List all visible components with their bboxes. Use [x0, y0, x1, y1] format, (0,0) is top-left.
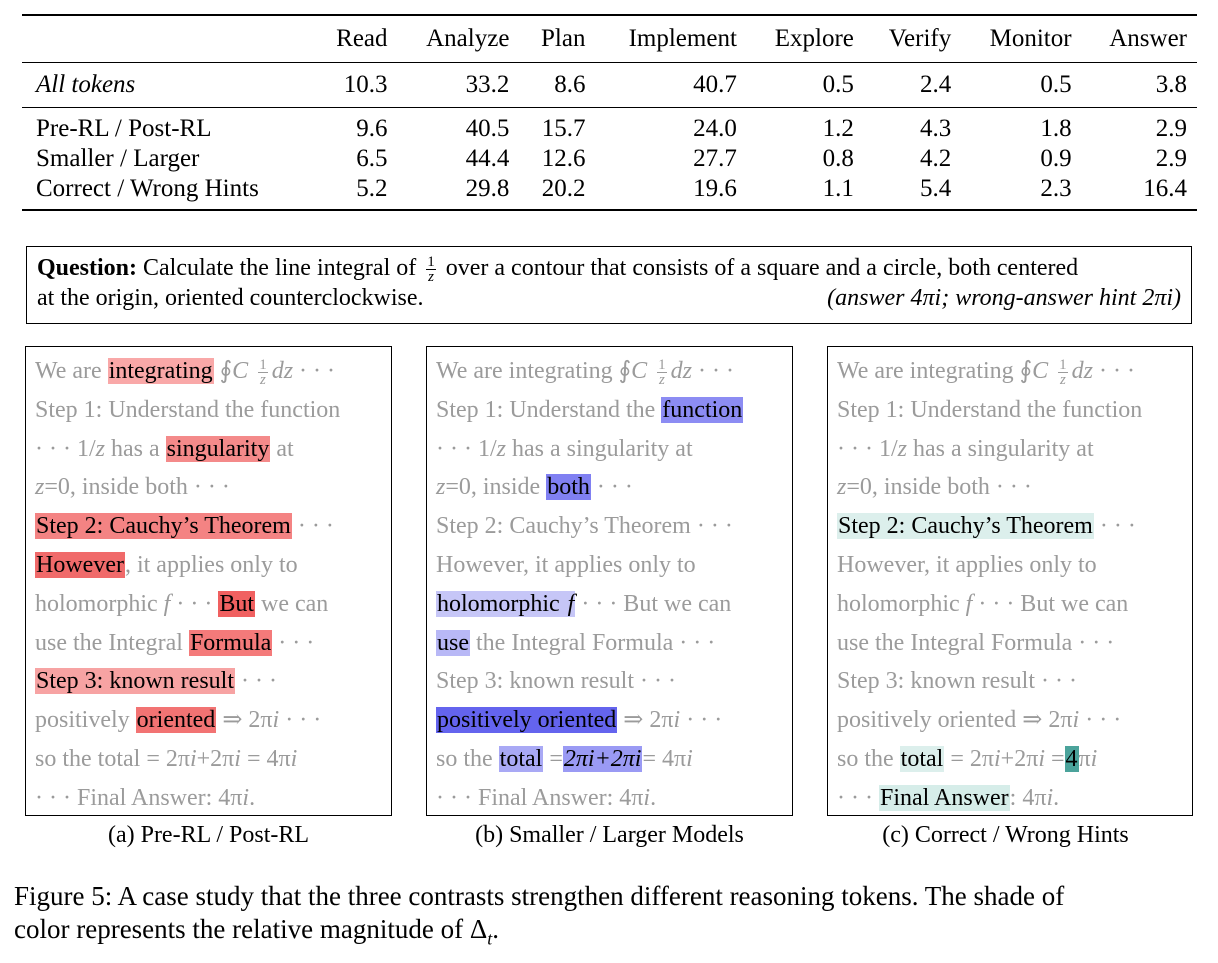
highlighted-token: both [547, 474, 590, 501]
reasoning-line [837, 701, 1192, 740]
reasoning-text: has a singularity at [907, 435, 1094, 462]
reasoning-text: · · · [235, 668, 277, 695]
reasoning-text: Step 2: Cauchy’s Theorem · · · [436, 513, 733, 540]
one-over-z-fraction [1058, 358, 1068, 387]
reasoning-text: z [95, 435, 105, 462]
reasoning-text: use the Integral [35, 629, 189, 656]
reasoning-text: · · · [293, 358, 336, 384]
col-header: Verify [888, 25, 952, 52]
table-row [22, 174, 1197, 210]
highlighted-token: However [36, 551, 124, 578]
figure-caption-line-2 [14, 913, 1214, 955]
reasoning-text: +2π [196, 745, 235, 772]
table-corner [22, 15, 313, 63]
table-cell: 2.4 [920, 71, 952, 98]
one-over-z-fraction [657, 358, 667, 387]
reasoning-text: i [643, 784, 651, 811]
table-row [22, 108, 1197, 145]
highlighted-token: oriented [136, 707, 216, 734]
reasoning-line [436, 624, 792, 663]
reasoning-text: z [436, 474, 446, 501]
reasoning-line [436, 740, 792, 779]
table-cell: 33.2 [465, 71, 510, 98]
reasoning-text: · · · [170, 590, 219, 617]
fraction-numerator: 1 [658, 356, 666, 373]
row-label: Pre-RL / Post-RL [36, 115, 212, 142]
reasoning-text: so the [436, 745, 499, 772]
highlighted-token: 2πi+2πi [563, 745, 642, 772]
reasoning-line [837, 624, 1192, 663]
reasoning-text: · · · Final Answer: 4π [436, 784, 644, 811]
fraction-denominator: z [428, 268, 434, 285]
col-header: Implement [628, 25, 737, 52]
row-label: All tokens [36, 71, 136, 98]
fraction-denominator: z [1060, 371, 1066, 388]
reasoning-line [436, 662, 792, 701]
reasoning-text: dz [670, 358, 693, 384]
panel-caption-a: (a) Pre-RL / Post-RL [107, 822, 310, 848]
highlighted-token: Step 2: Cauchy’s Theorem [838, 513, 1093, 540]
reasoning-text: C [631, 358, 648, 384]
reasoning-text: ⇒ 2π [617, 707, 674, 734]
reasoning-text: we can [255, 590, 329, 617]
fraction-denominator: z [659, 371, 665, 388]
question-line-2 [37, 284, 1181, 312]
reasoning-text: z [897, 435, 907, 462]
reasoning-text: i [234, 745, 241, 772]
highlighted-token: total [900, 745, 944, 772]
fraction-numerator: 1 [259, 356, 267, 373]
highlighted-token: Formula [189, 629, 272, 656]
reasoning-line [436, 352, 792, 391]
reasoning-text: at [270, 435, 294, 462]
reasoning-text: · · · [1093, 513, 1136, 540]
table-cell: 2.9 [1155, 115, 1187, 142]
reasoning-text: i [189, 745, 197, 772]
reasoning-text: π [1078, 745, 1091, 772]
reasoning-line [436, 391, 792, 430]
table-cell: 40.7 [693, 71, 737, 98]
question-text-before: Calculate the line integral of [143, 255, 417, 281]
reasoning-text: · · · [590, 474, 633, 501]
reasoning-text: z [496, 435, 506, 462]
reasoning-text: ⇒ 2π [216, 707, 273, 734]
figure-caption-period: . [492, 914, 499, 944]
col-header: Analyze [426, 25, 510, 52]
table-cell: 24.0 [693, 115, 737, 142]
question-fraction [426, 255, 436, 284]
table-cell: 20.2 [541, 175, 586, 202]
reasoning-text: . [1053, 784, 1060, 811]
reasoning-text: i [290, 745, 298, 772]
reasoning-text: · · · But we can [972, 590, 1129, 617]
reasoning-text: · · · [837, 784, 879, 811]
reasoning-text: . [650, 784, 657, 811]
reasoning-line [35, 624, 391, 663]
panel-caption-c: (c) Correct / Wrong Hints [882, 822, 1129, 848]
reasoning-text: . [249, 784, 256, 811]
reasoning-line [35, 391, 391, 430]
table-cell: 1.2 [822, 115, 854, 142]
col-header: Explore [774, 25, 854, 52]
table-cell: 27.7 [693, 145, 737, 172]
highlighted-token: But [219, 590, 254, 617]
reasoning-line [436, 701, 792, 740]
reasoning-text: · · · Final Answer: 4π [35, 784, 243, 811]
reasoning-text: holomorphic [837, 590, 966, 617]
reasoning-line [837, 430, 1192, 469]
reasoning-text: i [1090, 745, 1098, 772]
reasoning-text: However, it applies only to [837, 551, 1097, 578]
case-panel-smaller-larger [426, 346, 793, 816]
question-answer-note: (answer 4πi; wrong-answer hint 2πi) [827, 284, 1181, 311]
reasoning-line [35, 740, 391, 779]
reasoning-text: i [673, 707, 681, 734]
reasoning-text: use the Integral Formula · · · [837, 629, 1115, 656]
reasoning-text: i [993, 745, 1001, 772]
table-cell: 12.6 [541, 145, 586, 172]
col-header: Plan [541, 25, 586, 52]
case-panel-pre-rl-post-rl [25, 346, 392, 816]
highlighted-token: function [662, 396, 743, 423]
highlighted-token: f [567, 590, 575, 617]
col-header: Read [336, 25, 388, 52]
reasoning-text: Step 3: known result · · · [436, 668, 676, 695]
table-cell: 9.6 [356, 115, 388, 142]
highlighted-token: total [499, 745, 543, 772]
reasoning-text: C [232, 358, 249, 384]
reasoning-text: : 4π [1009, 784, 1047, 811]
reasoning-text: has a [105, 435, 166, 462]
stats-table [22, 14, 1197, 211]
reasoning-text: positively oriented ⇒ 2π [837, 707, 1073, 734]
highlighted-token: 4 [1065, 745, 1078, 772]
table-cell: 29.8 [465, 175, 510, 202]
fraction-numerator: 1 [1059, 356, 1067, 373]
table-cell: 2.9 [1155, 145, 1187, 172]
col-header: Answer [1109, 25, 1187, 52]
highlighted-token: singularity [166, 435, 270, 462]
question-label: Question: [37, 255, 138, 281]
reasoning-text: the Integral Formula · · · [470, 629, 716, 656]
reasoning-line [35, 468, 391, 507]
question-box [26, 246, 1192, 324]
highlighted-token: integrating [108, 358, 213, 384]
figure-caption-line-1: Figure 5: A case study that the three contrasts strengthen different reasoning tokens. The shade of [14, 881, 1065, 911]
panel-caption-b: (b) Smaller / Larger Models [475, 822, 744, 848]
reasoning-text: so the total = 2π [35, 745, 190, 772]
reasoning-line [436, 468, 792, 507]
reasoning-text: +2π [1000, 745, 1039, 772]
table-cell: 5.4 [920, 175, 952, 202]
reasoning-text: = 4π [240, 745, 291, 772]
highlighted-token: holomorphic [437, 590, 566, 617]
table-cell: 8.6 [554, 71, 586, 98]
reasoning-text: dz [271, 358, 294, 384]
highlighted-token: Final Answer [879, 784, 1009, 811]
reasoning-text: =0, inside both · · · [44, 474, 230, 501]
table-row-all-tokens [22, 63, 1197, 108]
delta-subscript: t [487, 928, 493, 949]
reasoning-line [837, 740, 1192, 779]
row-label: Correct / Wrong Hints [36, 175, 259, 202]
reasoning-text: We are [35, 358, 108, 384]
reasoning-text: =0, inside both · · · [846, 474, 1032, 501]
reasoning-line [35, 701, 391, 740]
reasoning-line [837, 662, 1192, 701]
reasoning-text: Step 1: Understand the function [35, 396, 341, 423]
table-row [22, 144, 1197, 174]
reasoning-text: Step 1: Understand the [436, 396, 662, 423]
reasoning-line [436, 546, 792, 585]
table-cell: 2.3 [1040, 175, 1072, 202]
reasoning-text: · · · [692, 358, 734, 384]
reasoning-text: i [686, 745, 693, 772]
reasoning-text: · · · [680, 707, 723, 734]
table-cell: 4.2 [920, 145, 952, 172]
reasoning-line [35, 352, 391, 391]
reasoning-text: · · · [272, 629, 315, 656]
table-cell: 3.8 [1155, 71, 1187, 98]
reasoning-line [436, 585, 792, 624]
reasoning-line [35, 779, 391, 818]
highlighted-token: Step 2: Cauchy’s Theorem [36, 513, 291, 540]
reasoning-text: ∮ [213, 358, 233, 384]
reasoning-text: · · · [1079, 707, 1122, 734]
reasoning-text: f [163, 590, 171, 617]
reasoning-text: =0, inside [445, 474, 547, 501]
case-panel-correct-wrong-hints [827, 346, 1193, 816]
reasoning-text: i [1072, 707, 1080, 734]
highlighted-token: use [437, 629, 469, 656]
reasoning-text: has a singularity at [506, 435, 693, 462]
question-text-line2: at the origin, oriented counterclockwise. [37, 284, 424, 311]
table-cell: 6.5 [356, 145, 388, 172]
reasoning-line [837, 352, 1192, 391]
reasoning-text: · · · [291, 513, 334, 540]
table-cell: 1.8 [1040, 115, 1072, 142]
reasoning-line [35, 546, 391, 585]
reasoning-line [35, 507, 391, 546]
table-cell: 15.7 [541, 115, 586, 142]
reasoning-line [837, 779, 1192, 818]
fraction-denominator: z [260, 371, 266, 388]
reasoning-text: dz [1071, 358, 1094, 384]
reasoning-text: · · · 1/ [35, 435, 96, 462]
one-over-z-fraction [258, 358, 268, 387]
highlighted-token: Step 3: known result [36, 668, 234, 695]
col-header: Monitor [989, 25, 1072, 52]
table-cell: 0.8 [822, 145, 854, 172]
reasoning-line [837, 507, 1192, 546]
reasoning-text: · · · [279, 707, 322, 734]
token-table [22, 14, 1197, 211]
reasoning-text: We are integrating ∮ [436, 358, 632, 384]
table-cell: 0.5 [822, 71, 854, 98]
reasoning-line [436, 430, 792, 469]
reasoning-text: = [543, 745, 563, 772]
reasoning-line [837, 546, 1192, 585]
table-cell: 44.4 [465, 145, 510, 172]
reasoning-text: , it applies only to [124, 551, 298, 578]
question-line-1 [37, 253, 1181, 284]
reasoning-line [35, 585, 391, 624]
row-label: Smaller / Larger [36, 145, 200, 172]
reasoning-text: i [242, 784, 250, 811]
reasoning-text: However, it applies only to [436, 551, 696, 578]
table-cell: 4.3 [920, 115, 952, 142]
reasoning-text: · · · 1/ [436, 435, 497, 462]
reasoning-line [436, 779, 792, 818]
figure-caption [14, 880, 1214, 955]
reasoning-text: positively [35, 707, 136, 734]
reasoning-line [35, 430, 391, 469]
table-header-row [22, 15, 1197, 63]
reasoning-line [837, 391, 1192, 430]
reasoning-text: = [1044, 745, 1065, 772]
reasoning-text: · · · But we can [575, 590, 732, 617]
reasoning-text: i [1046, 784, 1054, 811]
reasoning-text: so the [837, 745, 900, 772]
reasoning-text: i [1038, 745, 1045, 772]
table-cell: 0.5 [1040, 71, 1072, 98]
reasoning-text: C [1032, 358, 1049, 384]
reasoning-line [35, 662, 391, 701]
table-cell: 16.4 [1143, 175, 1187, 202]
reasoning-text: i [272, 707, 280, 734]
reasoning-text: = 4π [642, 745, 687, 772]
reasoning-text: f [965, 590, 973, 617]
table-cell: 10.3 [343, 71, 388, 98]
reasoning-text: Step 1: Understand the function [837, 396, 1143, 423]
figure-caption-line-2-text: color represents the relative magnitude of Δ [14, 914, 488, 944]
question-text-after: over a contour that consists of a square and a circle, both centered [445, 255, 1079, 281]
reasoning-line [837, 468, 1192, 507]
fraction-numerator: 1 [427, 253, 435, 270]
reasoning-text: z [35, 474, 45, 501]
reasoning-text: · · · [1093, 358, 1135, 384]
reasoning-line [436, 507, 792, 546]
table-cell: 5.2 [356, 175, 388, 202]
table-cell: 1.1 [822, 175, 854, 202]
table-cell: 19.6 [693, 175, 737, 202]
reasoning-text: = 2π [944, 745, 994, 772]
reasoning-line [837, 585, 1192, 624]
table-cell: 0.9 [1040, 145, 1072, 172]
reasoning-text: · · · 1/ [837, 435, 898, 462]
table-cell: 40.5 [465, 115, 510, 142]
reasoning-text: Step 3: known result · · · [837, 668, 1077, 695]
reasoning-text: holomorphic [35, 590, 164, 617]
highlighted-token: positively oriented [437, 707, 617, 734]
reasoning-text: We are integrating ∮ [837, 358, 1033, 384]
reasoning-text: z [837, 474, 847, 501]
